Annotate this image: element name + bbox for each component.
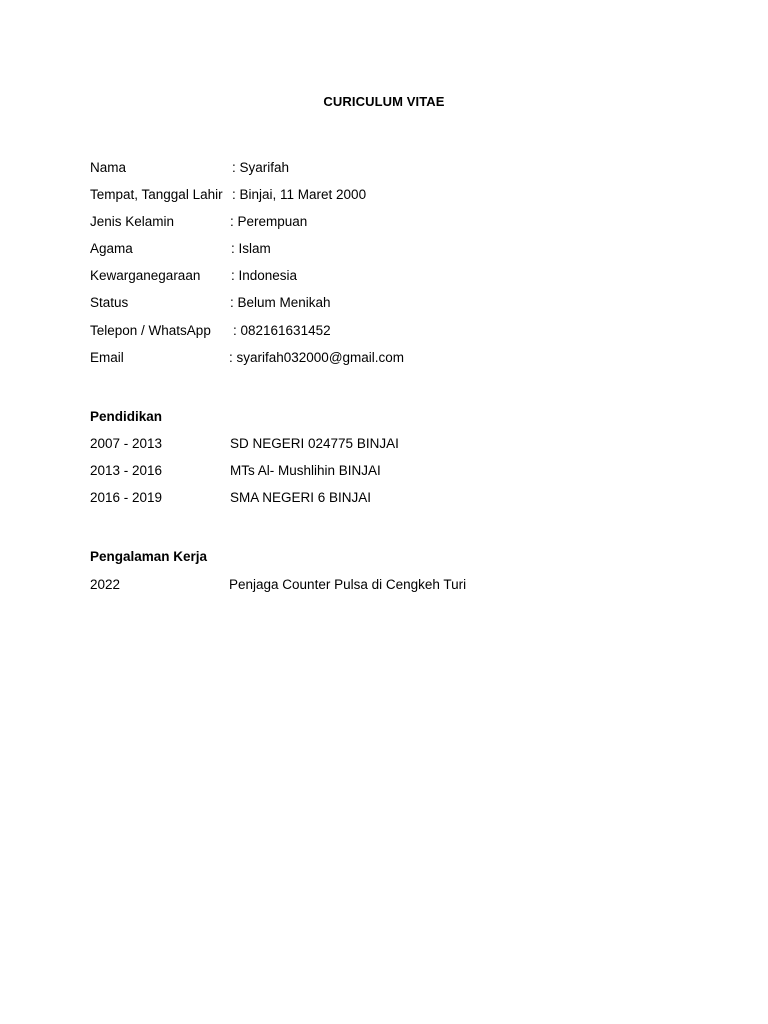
experience-year: 2022 — [90, 577, 121, 592]
education-years: 2013 - 2016 — [90, 463, 163, 478]
personal-row-kewarganegaraan — [90, 266, 710, 286]
personal-row-agama — [90, 239, 710, 259]
personal-row-email — [90, 348, 710, 368]
education-school: SD NEGERI 024775 BINJAI — [230, 436, 399, 451]
document-title: CURICULUM VITAE — [323, 94, 445, 109]
personal-row-jenis-kelamin — [90, 212, 710, 232]
personal-label: Telepon / WhatsApp — [90, 323, 211, 338]
education-years: 2016 - 2019 — [90, 490, 163, 505]
personal-row-nama — [90, 158, 710, 178]
education-heading: Pendidikan — [90, 409, 163, 424]
education-school: SMA NEGERI 6 BINJAI — [230, 490, 372, 505]
personal-value: : Binjai, 11 Maret 2000 — [232, 187, 367, 202]
personal-row-ttl — [90, 185, 710, 205]
personal-value: : Perempuan — [230, 214, 308, 229]
personal-value: : Islam — [231, 241, 271, 256]
experience-role: Penjaga Counter Pulsa di Cengkeh Turi — [229, 577, 467, 592]
personal-row-status — [90, 293, 710, 313]
personal-label: Tempat, Tanggal Lahir — [90, 187, 223, 202]
personal-label: Jenis Kelamin — [90, 214, 175, 229]
personal-label: Status — [90, 295, 129, 310]
experience-heading: Pengalaman Kerja — [90, 549, 208, 564]
personal-row-telepon — [90, 321, 710, 341]
personal-value: : Syarifah — [232, 160, 290, 175]
education-row — [90, 488, 710, 508]
personal-label: Agama — [90, 241, 133, 256]
personal-label: Nama — [90, 160, 127, 175]
personal-label: Email — [90, 350, 124, 365]
education-years: 2007 - 2013 — [90, 436, 163, 451]
personal-label: Kewarganegaraan — [90, 268, 201, 283]
education-row — [90, 461, 710, 481]
education-school: MTs Al- Mushlihin BINJAI — [230, 463, 381, 478]
personal-value: : Indonesia — [231, 268, 298, 283]
experience-row — [90, 575, 710, 595]
personal-value: : syarifah032000@gmail.com — [229, 350, 405, 365]
personal-value: : 082161631452 — [233, 323, 331, 338]
personal-value: : Belum Menikah — [230, 295, 331, 310]
education-row — [90, 434, 710, 454]
